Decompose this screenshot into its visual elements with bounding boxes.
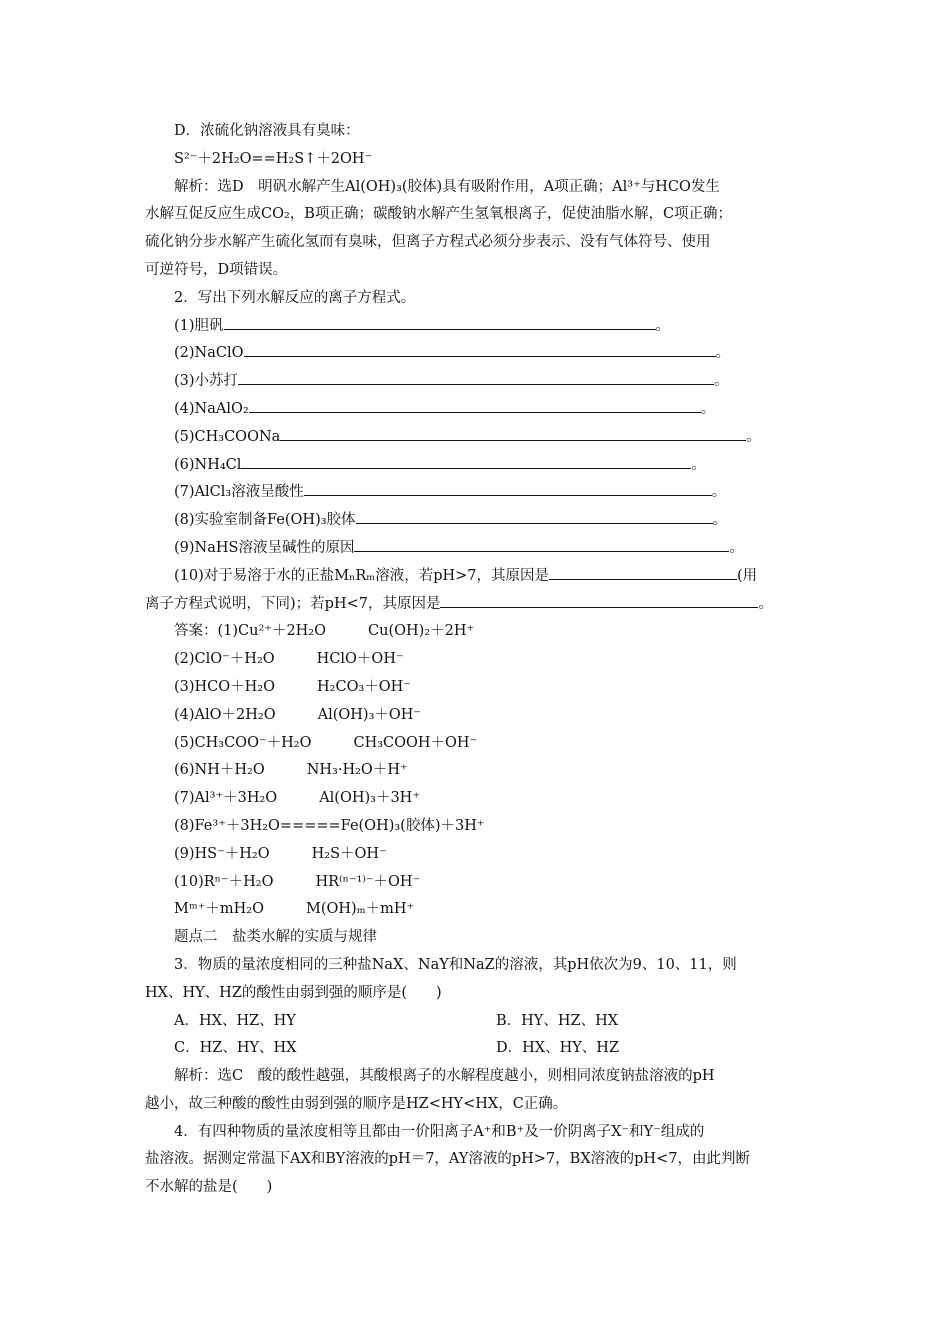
- answer-blank[interactable]: [304, 480, 712, 496]
- answer-line: [145, 730, 810, 758]
- q3-options-row: [145, 1008, 810, 1036]
- item-end: 。: [746, 428, 761, 445]
- answer-line: [145, 702, 810, 730]
- item-end: 。: [715, 345, 730, 362]
- option-c[interactable]: C．HZ、HY、HX: [174, 1040, 297, 1057]
- answer-left: (7)Al³⁺＋3H₂O: [174, 790, 278, 807]
- analysis-line: 可逆符号，D项错误。: [145, 261, 288, 278]
- q1-option-d-equation: S²⁻＋2H₂O==H₂S↑＋2OH⁻: [174, 150, 373, 167]
- item-end: 。: [714, 373, 729, 390]
- q2-item-8: [145, 507, 810, 535]
- item-label: (1)胆矾: [174, 317, 224, 334]
- q2-item-4: [145, 396, 810, 424]
- item-label: (8)实验室制备Fe(OH)₃胶体: [174, 512, 356, 529]
- item-label: (9)NaHS溶液呈碱性的原因: [174, 539, 355, 556]
- answer-left: Mᵐ⁺＋mH₂O: [174, 901, 264, 918]
- item-label: (4)NaAlO₂: [174, 400, 249, 417]
- answer-blank[interactable]: [224, 314, 656, 330]
- item-label: (3)小苏打: [174, 373, 239, 390]
- item-end: 。: [758, 595, 773, 612]
- answers-head: 答案：: [174, 623, 218, 640]
- answer-line: [145, 813, 810, 841]
- answer-blank[interactable]: [244, 341, 716, 357]
- answer-left: (6)NH＋H₂O: [174, 762, 265, 779]
- answer-line: [145, 869, 810, 897]
- answer-left: (10)Rⁿ⁻＋H₂O: [174, 873, 274, 890]
- question-3: [145, 952, 810, 1119]
- q2-item-2: [145, 340, 810, 368]
- q2-item-5: [145, 424, 810, 452]
- option-d[interactable]: D．HX、HY、HZ: [496, 1040, 620, 1057]
- item-text: 离子方程式说明，下同)；若pH<7，其原因是: [145, 595, 441, 612]
- item-label: (10)对于易溶于水的正盐MₙRₘ溶液，若pH>7，其原因是: [174, 567, 549, 584]
- answer-left: (9)HS⁻＋H₂O: [174, 845, 270, 862]
- q1-option-d: D．浓硫化钠溶液具有臭味：: [174, 123, 360, 139]
- q2-item-6: [145, 452, 810, 480]
- answer-right: CH₃COOH＋OH⁻: [353, 734, 478, 751]
- answer-blank[interactable]: [280, 425, 746, 441]
- answer-blank[interactable]: [238, 369, 714, 385]
- answer-right: Al(OH)₃＋OH⁻: [317, 706, 422, 723]
- analysis-line: 硫化钠分步水解产生硫化氢而有臭味，但离子方程式必须分步表示、没有气体符号、使用: [145, 234, 711, 251]
- item-label: (5)CH₃COONa: [174, 428, 281, 445]
- analysis-line: 水解互促反应生成CO₂，B项正确；碳酸钠水解产生氢氧根离子，促使油脂水解，C项正确；: [145, 206, 733, 223]
- q1-analysis: [145, 174, 810, 285]
- q3-options-row: [145, 1035, 810, 1063]
- item-end: 。: [711, 484, 727, 501]
- q2-item-3: [145, 368, 810, 396]
- q2-item-1: [145, 313, 810, 341]
- q2-title: 2．写出下列水解反应的离子方程式。: [174, 289, 416, 306]
- answer-line: [145, 674, 810, 702]
- answer-blank[interactable]: [249, 397, 701, 413]
- answer-line: [145, 757, 810, 785]
- answer-right: HClO＋OH⁻: [316, 651, 404, 668]
- analysis-line: 解析：选D 明矾水解产生Al(OH)₃(胶体)具有吸附作用，A项正确；Al³⁺与HCO发生: [174, 178, 720, 195]
- answer-right: H₂CO₃＋OH⁻: [317, 678, 411, 695]
- option-a[interactable]: A．HX、HZ、HY: [174, 1012, 296, 1029]
- item-end: 。: [691, 456, 706, 473]
- answer-line: [145, 896, 810, 924]
- q4-stem-line: 盐溶液。据测定常温下AX和BY溶液的pH＝7，AY溶液的pH>7，BX溶液的pH<7，由此判断: [145, 1151, 750, 1168]
- answer-left: (5)CH₃COO⁻＋H₂O: [174, 734, 312, 751]
- q3-analysis-line: 解析：选C 酸的酸性越强，其酸根离子的水解程度越小，则相同浓度钠盐溶液的pH: [174, 1068, 715, 1085]
- section-heading: 题点二 盐类水解的实质与规律: [174, 929, 377, 946]
- answer-left: (2)ClO⁻＋H₂O: [174, 651, 275, 668]
- answer-line: [145, 618, 810, 646]
- item-end: 。: [700, 400, 716, 417]
- q4-stem-line: 4．有四种物质的量浓度相等且都由一价阳离子A⁺和B⁺及一价阴离子X⁻和Y⁻组成的: [174, 1123, 705, 1140]
- item-label: (2)NaClO: [174, 345, 244, 362]
- answer-line: [145, 785, 810, 813]
- question-4: [145, 1119, 810, 1202]
- answer-right: H₂S＋OH⁻: [311, 845, 387, 862]
- answer-right: M(OH)ₘ＋mH⁺: [306, 901, 415, 918]
- answer-right: Al(OH)₃＋3H⁺: [319, 790, 420, 807]
- answer-blank[interactable]: [356, 508, 713, 524]
- answer-blank[interactable]: [549, 564, 737, 580]
- answer-line: [145, 841, 810, 869]
- q3-analysis-line: 越小，故三种酸的酸性由弱到强的顺序是HZ<HY<HX，C正确。: [145, 1095, 568, 1112]
- answer-blank[interactable]: [440, 592, 758, 608]
- answer-line: [145, 646, 810, 674]
- option-b[interactable]: B．HY、HZ、HX: [496, 1012, 619, 1029]
- q2-item-10-cont: [145, 591, 810, 619]
- item-end: 。: [655, 317, 671, 334]
- answer-left: (1)Cu²⁺＋2H₂O: [217, 623, 327, 640]
- item-end: 。: [729, 539, 744, 556]
- q2-item-10: [145, 563, 810, 591]
- answer-left: (4)AlO＋2H₂O: [174, 706, 276, 723]
- item-end: 。: [712, 512, 728, 529]
- answers: [145, 618, 810, 924]
- answer-right: Cu(OH)₂＋2H⁺: [368, 623, 475, 640]
- answer-left: (3)HCO＋H₂O: [174, 678, 276, 695]
- q2-item-7: [145, 479, 810, 507]
- q2-item-9: [145, 535, 810, 563]
- item-label: (6)NH₄Cl: [174, 456, 242, 473]
- q4-stem-line: 不水解的盐是( ): [145, 1179, 273, 1196]
- q3-stem-line: HX、HY、HZ的酸性由弱到强的顺序是( ): [145, 984, 442, 1001]
- answer-blank[interactable]: [354, 536, 729, 552]
- item-text: (用: [737, 567, 758, 584]
- q3-stem-line: 3．物质的量浓度相同的三种盐NaX、NaY和NaZ的溶液，其pH依次为9、10、11，则: [174, 956, 737, 973]
- document-page: [145, 118, 810, 1202]
- answer-left: (8)Fe³⁺＋3H₂O=====Fe(OH)₃(胶体)＋3H⁺: [174, 817, 485, 834]
- answer-right: NH₃·H₂O＋H⁺: [306, 762, 408, 779]
- answer-blank[interactable]: [241, 453, 691, 469]
- answer-right: HR⁽ⁿ⁻¹⁾⁻＋OH⁻: [315, 873, 421, 890]
- item-label: (7)AlCl₃溶液呈酸性: [174, 484, 304, 501]
